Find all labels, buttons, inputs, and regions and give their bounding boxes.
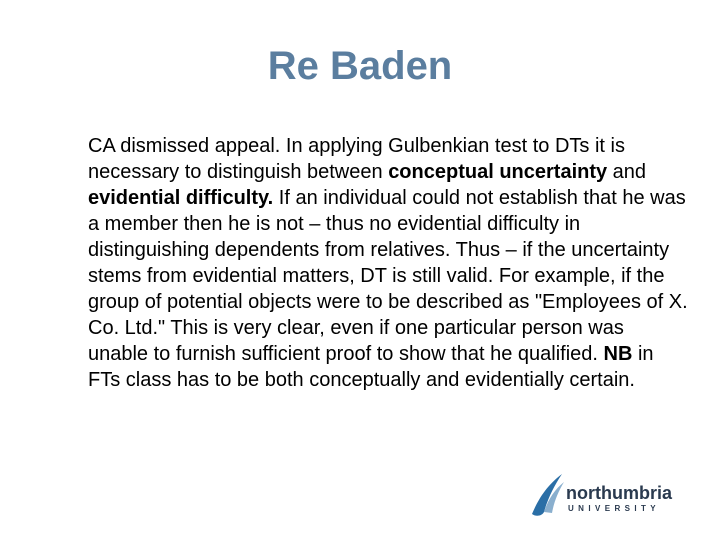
body-text-4: in FTs class has to be both conceptually and evidentially certain. <box>88 343 654 391</box>
body-bold-conceptual-uncertainty: conceptual uncertainty <box>388 161 608 183</box>
body-text-3: If an individual could not establish that he was a member then he is not – thus no evidential difficulty in distinguishing dependents from relatives. Thus – if the uncertainty stems from evidential matters, DT is still valid. For example, if the group of potential objects were to be described as "Employees of X. Co. Ltd." This is very clear, even if one particular person was unable to furnish sufficient proof to show that he qualified. <box>88 187 688 365</box>
northumbria-swoosh-icon <box>528 470 568 520</box>
body-text-1: CA dismissed appeal. In applying Gulbenkian test to DTs it is necessary to distinguish between <box>88 135 625 183</box>
body-bold-evidential-difficulty: evidential difficulty. <box>88 187 274 209</box>
body-bold-nb: NB <box>603 343 633 365</box>
logo-wordmark: northumbria <box>566 483 672 503</box>
slide-title: Re Baden <box>267 44 453 88</box>
body-text-2: and <box>607 161 647 183</box>
logo-subline: UNIVERSITY <box>568 504 661 513</box>
northumbria-logo <box>528 470 688 520</box>
slide-body <box>88 133 688 393</box>
